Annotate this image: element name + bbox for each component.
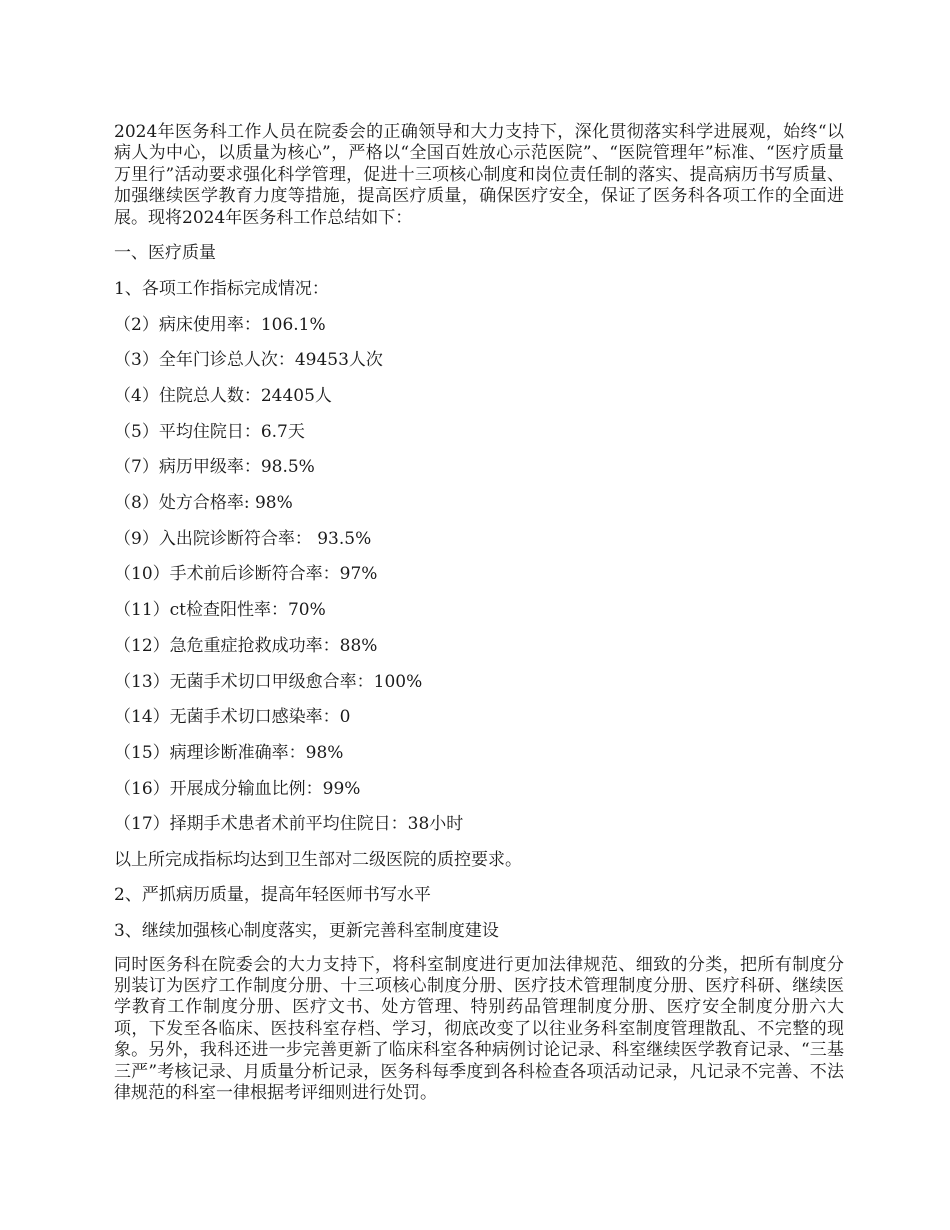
subsection-heading-medical-records: 2、严抓病历质量，提高年轻医师书写水平: [114, 885, 431, 906]
indicator-item: （8）处方合格率: 98%: [114, 493, 293, 514]
indicator-item: （16）开展成分输血比例：99%: [114, 778, 361, 799]
indicator-item: （17）择期手术患者术前平均住院日：38小时: [114, 814, 464, 835]
subsection-heading-indicators: 1、各项工作指标完成情况：: [114, 278, 329, 299]
subsection-heading-core-systems: 3、继续加强核心制度落实，更新完善科室制度建设: [114, 921, 499, 942]
indicator-item: （7）病历甲级率：98.5%: [114, 457, 315, 478]
indicator-item: （11）ct检查阳性率：70%: [114, 600, 326, 621]
closing-paragraph: 同时医务科在院委会的大力支持下，将科室制度进行更加法律规范、细致的分类，把所有制度分别装订为医疗工作制度分册、十三项核心制度分册、医疗技术管理制度分册、医疗科研、继续医学教育工作制度分册、医疗文书、处方管理、特别药品管理制度分册、医疗安全制度分册六大项，下发至各临床、医技科室存档、学习，彻底改变了以往业务科室制度管理散乱、不完整的现象。另外，我科还进一步完善更新了临床科室各种病例讨论记录、科室继续医学教育记录、“三基三严”考核记录、月质量分析记录，医务科每季度到各科检查各项活动记录，凡记录不完善、不法律规范的科室一律根据考评细则进行处罚。: [114, 954, 844, 1104]
section-heading-medical-quality: 一、医疗质量: [114, 243, 216, 264]
indicator-item: （12）急危重症抢救成功率：88%: [114, 635, 378, 656]
indicator-item: （9）入出院诊断符合率： 93.5%: [114, 528, 372, 549]
document-page: [114, 122, 844, 1104]
indicator-conclusion: 以上所完成指标均达到卫生部对二级医院的质控要求。: [114, 849, 522, 870]
indicator-item: （14）无菌手术切口感染率：0: [114, 707, 351, 728]
indicator-item: （13）无菌手术切口甲级愈合率：100%: [114, 671, 423, 692]
indicator-item: （4）住院总人数：24405人: [114, 386, 332, 406]
intro-paragraph: 2024年医务科工作人员在院委会的正确领导和大力支持下，深化贯彻落实科学进展观，始终“以病人为中心，以质量为核心”，严格以“全国百姓放心示范医院”、“医院管理年”标准、“医疗质量万里行”活动要求强化科学管理，促进十三项核心制度和岗位责任制的落实、提高病历书写质量、加强继续医学教育力度等措施，提高医疗质量，确保医疗安全，保证了医务科各项工作的全面进展。现将2024年医务科工作总结如下：: [114, 122, 844, 228]
indicator-list: [114, 313, 844, 837]
indicator-item: （3）全年门诊总人次：49453人次: [114, 350, 383, 371]
indicator-item: （2）病床使用率：106.1%: [114, 314, 326, 335]
indicator-item: （15）病理诊断准确率：98%: [114, 742, 344, 763]
indicator-item: （10）手术前后诊断符合率：97%: [114, 564, 378, 585]
indicator-item: （5）平均住院日：6.7天: [114, 421, 305, 442]
